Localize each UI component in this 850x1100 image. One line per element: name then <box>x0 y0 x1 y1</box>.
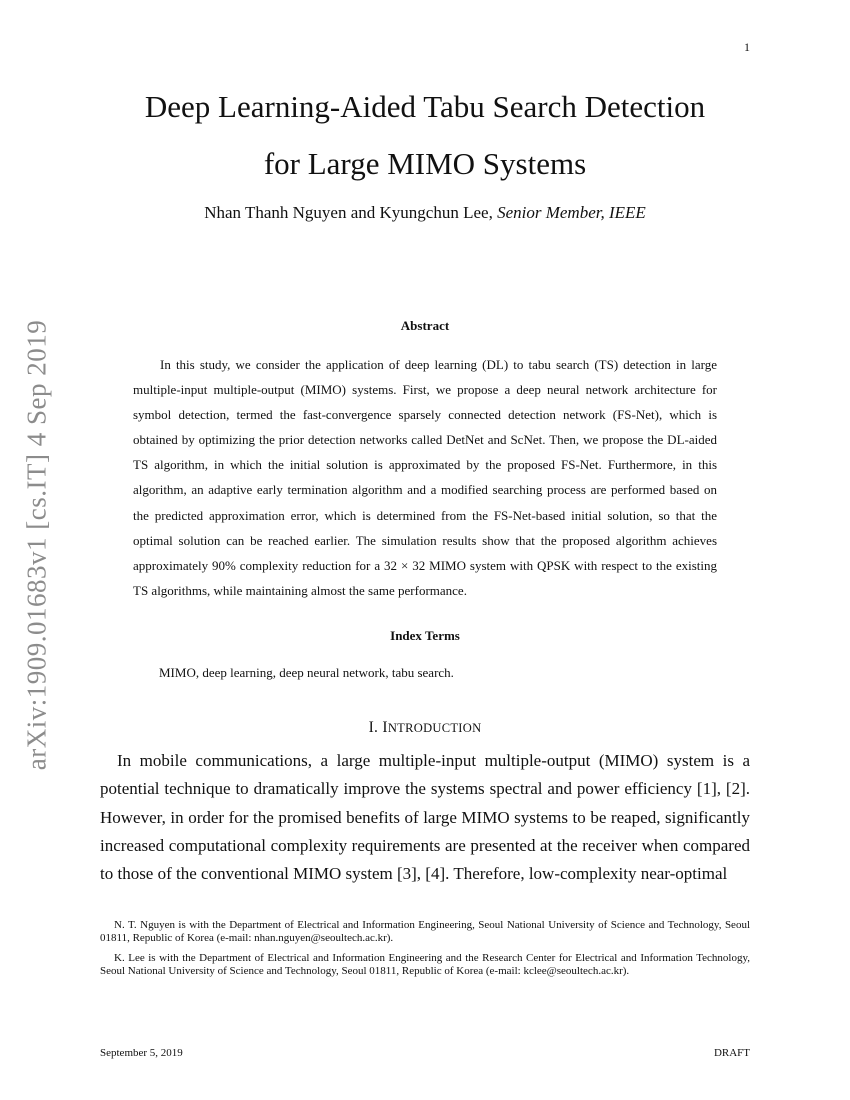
footnote-author-2: K. Lee is with the Department of Electrical and Information Engineering and the Research Center for Electrical and Information Technology, Seoul National University of Science and Technology, Seoul 01811, Republic of Korea (e-mail: kclee@seoultech.ac.kr). <box>100 952 750 978</box>
section-heading-introduction <box>100 719 750 737</box>
author-names: Nhan Thanh Nguyen and Kyungchun Lee, <box>204 203 498 222</box>
abstract-heading: Abstract <box>400 318 450 333</box>
title-line-1: Deep Learning-Aided Tabu Search Detection <box>144 89 706 124</box>
title-line-2: for Large MIMO Systems <box>263 146 587 181</box>
page-number: 1 <box>744 40 750 54</box>
index-terms-text: MIMO, deep learning, deep neural network, tabu search. <box>159 665 454 680</box>
author-membership: Senior Member, IEEE <box>497 203 646 222</box>
section-title-rest: NTRODUCTION <box>387 721 482 735</box>
paper-title <box>100 78 750 192</box>
index-terms-heading: Index Terms <box>390 628 460 643</box>
footer-date: September 5, 2019 <box>100 1047 183 1059</box>
footer-draft-label: DRAFT <box>713 1047 750 1059</box>
footnote-author-1: N. T. Nguyen is with the Department of Electrical and Information Engineering, Seoul National University of Science and Technology, Seoul 01811, Republic of Korea (e-mail: nhan.nguyen@seoultech.ac.kr). <box>100 919 750 945</box>
section-title-initial: I <box>382 719 388 736</box>
introduction-paragraph: In mobile communications, a large multiple-input multiple-output (MIMO) system is a potential technique to dramatically improve the systems spectral and power efficiency [1], [2]. However, in order for the promised benefits of large MIMO systems to be reaped, significantly increased computational complexity requirements are presented at the receiver when compared to those of the conventional MIMO system [3], [4]. Therefore, low-complexity near-optimal <box>100 751 750 884</box>
abstract-text: In this study, we consider the application of deep learning (DL) to tabu search (TS) detection in large multiple-input multiple-output (MIMO) systems. First, we propose a deep neural network architecture for symbol detection, termed the fast-convergence sparsely connected detection network (FS-Net), which is obtained by optimizing the prior detection networks called DetNet and ScNet. Then, we propose the DL-aided TS algorithm, in which the initial solution is approximated by the proposed FS-Net. Furthermore, in this algorithm, an adaptive early termination algorithm and a modified searching process are performed based on the predicted approximation error, which is determined from the FS-Net-based initial solution, so that the optimal solution can be reached earlier. The simulation results show that the proposed algorithm achieves approximately 90% complexity reduction for a 32 × 32 MIMO system with QPSK with respect to the existing TS algorithms, while maintaining almost the same performance. <box>133 357 717 598</box>
arxiv-identifier-stamp: arXiv:1909.01683v1 [cs.IT] 4 Sep 2019 <box>21 319 52 771</box>
author-line <box>100 203 750 223</box>
section-number: I. <box>368 719 383 736</box>
